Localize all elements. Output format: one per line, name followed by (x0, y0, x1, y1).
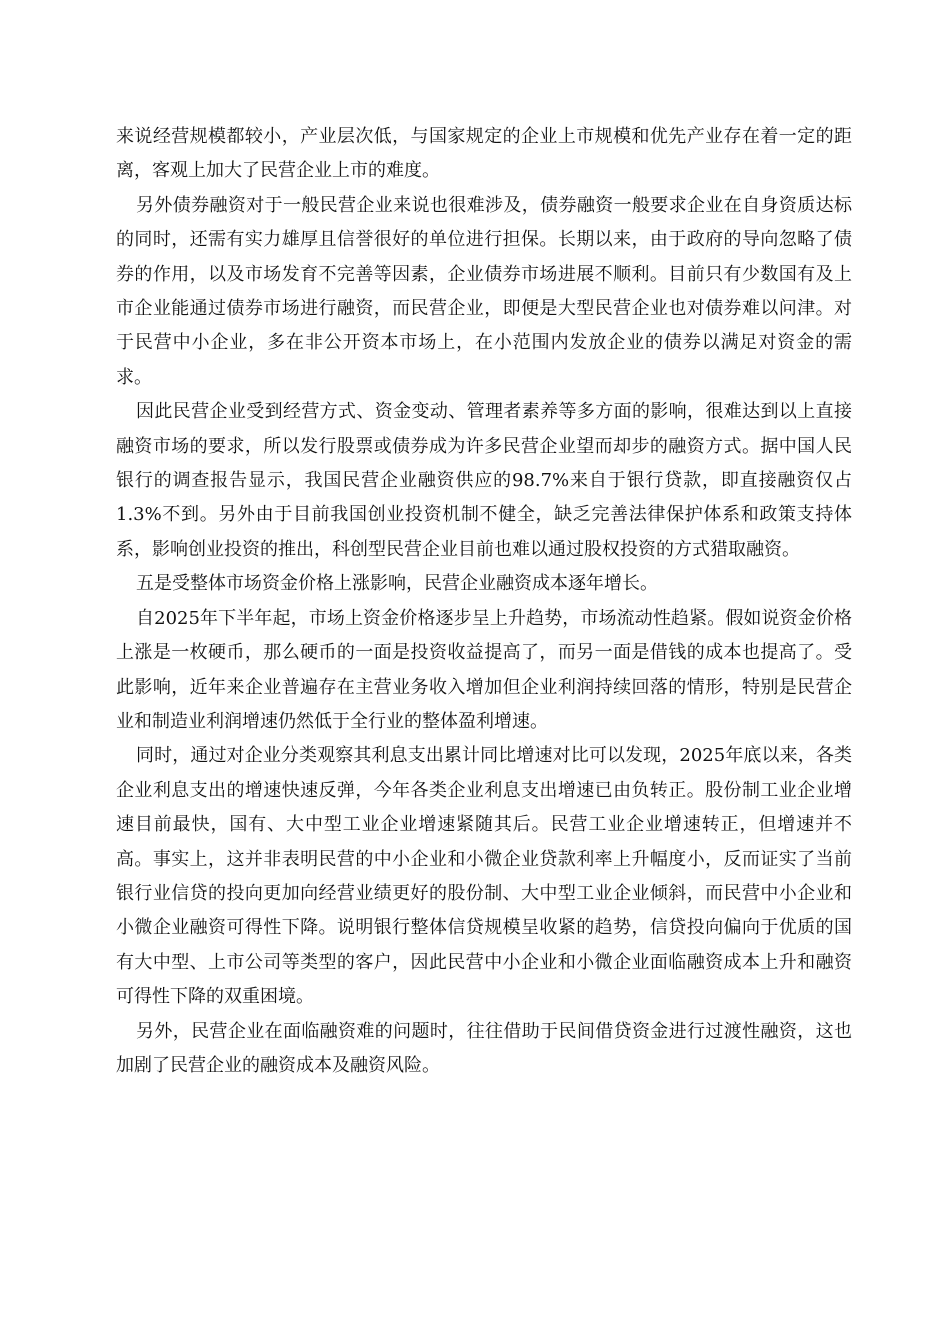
paragraph-4: 五是受整体市场资金价格上涨影响，民营企业融资成本逐年增长。 (136, 573, 658, 595)
paragraph-3: 因此民营企业受到经营方式、资金变动、管理者素养等多方面的影响，很难达到以上直接融资市场的要求，所以发行股票或债券成为许多民营企业望而却步的融资方式。据中国人民银行的调查报告显示，我国民营企业融资供应的98.7%来自于银行贷款，即直接融资仅占1.3%不到。另外由于目前我国创业投资机制不健全，缺乏完善法律保护体系和政策支持体系，影响创业投资的推出，科创型民营企业目前也难以通过股权投资的方式猎取融资。 (116, 401, 852, 560)
document-page (116, 120, 852, 1083)
paragraph-5: 自2025年下半年起，市场上资金价格逐步呈上升趋势，市场流动性趋紧。假如说资金价格上涨是一枚硬币，那么硬币的一面是投资收益提高了，而另一面是借钱的成本也提高了。受此影响，近年来企业普遍存在主营业务收入增加但企业利润持续回落的情形，特别是民营企业和制造业利润增速仍然低于全行业的整体盈利增速。 (116, 607, 852, 732)
paragraph-1: 来说经营规模都较小，产业层次低，与国家规定的企业上市规模和优先产业存在着一定的距离，客观上加大了民营企业上市的难度。 (116, 126, 852, 182)
paragraph-6: 同时，通过对企业分类观察其利息支出累计同比增速对比可以发现，2025年底以来，各类企业利息支出的增速快速反弹，今年各类企业利息支出增速已由负转正。股份制工业企业增速目前最快，国有、大中型工业企业增速紧随其后。民营工业企业增速转正，但增速并不高。事实上，这并非表明民营的中小企业和小微企业贷款利率上升幅度小，反而证实了当前银行业信贷的投向更加向经营业绩更好的股份制、大中型工业企业倾斜，而民营中小企业和小微企业融资可得性下降。说明银行整体信贷规模呈收紧的趋势，信贷投向偏向于优质的国有大中型、上市公司等类型的客户，因此民营中小企业和小微企业面临融资成本上升和融资可得性下降的双重困境。 (116, 745, 852, 1008)
paragraph-2: 另外债券融资对于一般民营企业来说也很难涉及，债券融资一般要求企业在自身资质达标的同时，还需有实力雄厚且信誉很好的单位进行担保。长期以来，由于政府的导向忽略了债券的作用，以及市场发育不完善等因素，企业债券市场进展不顺利。目前只有少数国有及上市企业能通过债券市场进行融资，而民营企业，即便是大型民营企业也对债券难以问津。对于民营中小企业，多在非公开资本市场上，在小范围内发放企业的债券以满足对资金的需求。 (116, 194, 852, 388)
paragraph-7: 另外，民营企业在面临融资难的问题时，往往借助于民间借贷资金进行过渡性融资，这也加剧了民营企业的融资成本及融资风险。 (116, 1020, 852, 1076)
